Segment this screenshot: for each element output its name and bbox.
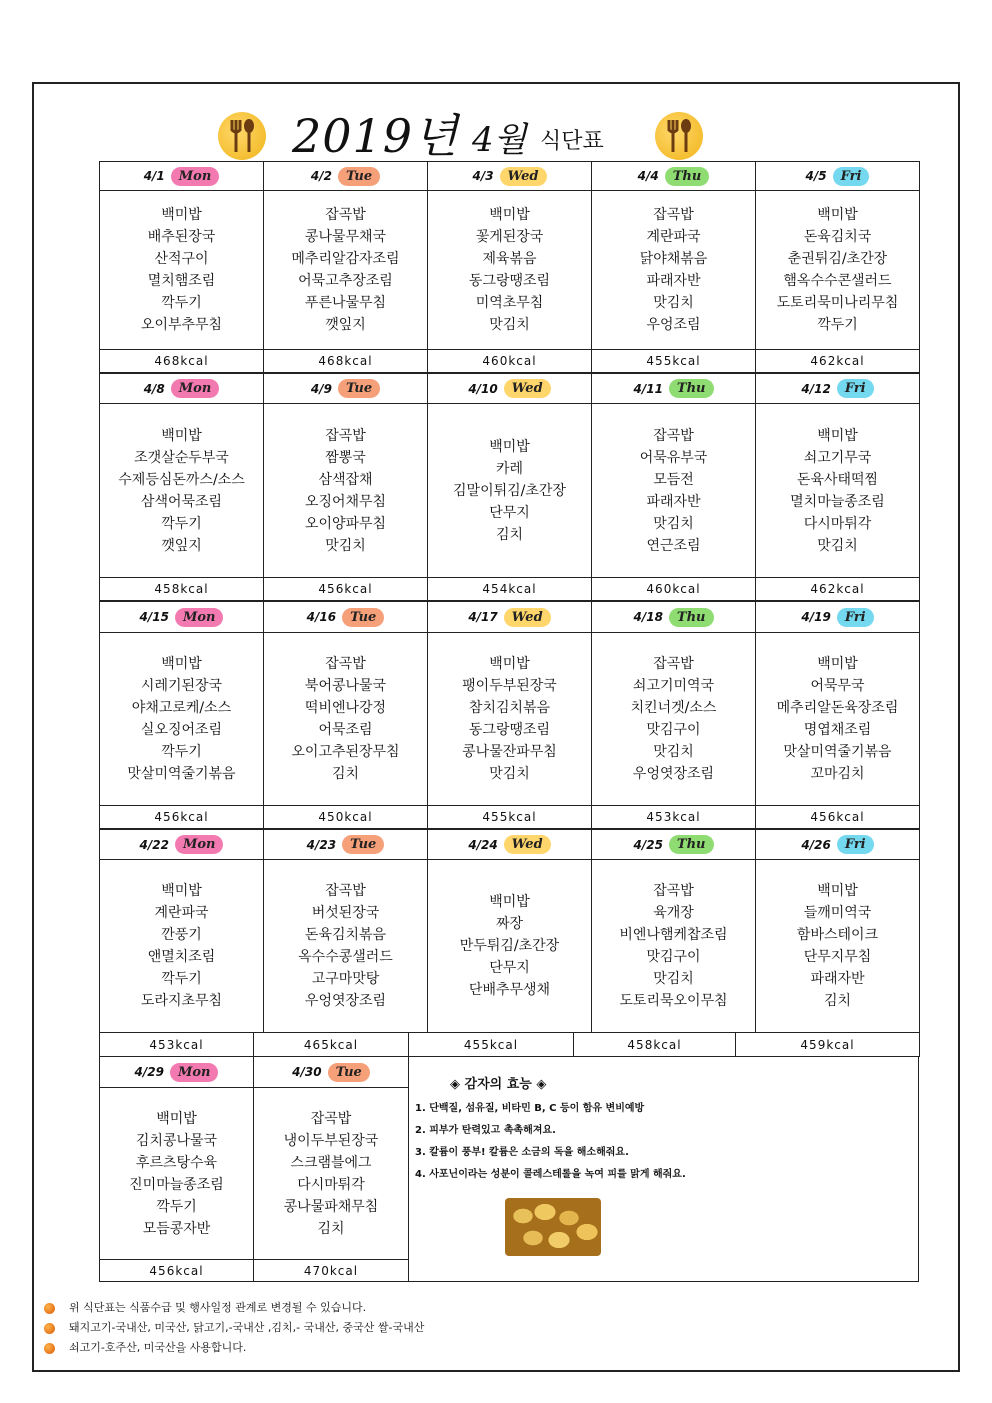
kcal-cell: 455kcal (408, 1032, 574, 1057)
menu-cell (253, 1087, 409, 1260)
menu-item: 깍두기 (161, 744, 202, 760)
menu-item: 콩나물잔파무침 (462, 744, 557, 760)
menu-item: 김치 (331, 766, 360, 782)
title-year: 2019년 (292, 109, 459, 163)
menu-item: 들깨미역국 (803, 905, 872, 921)
menu-item: 잡곡밥 (653, 207, 694, 223)
day-date: 4/23 (306, 837, 337, 852)
menu-cell (427, 632, 592, 806)
day-of-week-badge: Thu (669, 608, 714, 627)
day-of-week-badge: Thu (669, 835, 714, 854)
menu-item: 깐풍기 (161, 927, 202, 943)
kcal-cell: 470kcal (253, 1259, 409, 1282)
day-date: 4/2 (310, 169, 332, 183)
menu-cell (755, 190, 920, 350)
orange-bullet-icon (44, 1323, 55, 1334)
fork-spoon-icon (655, 112, 703, 160)
kcal-cell: 455kcal (591, 349, 756, 373)
menu-item: 깍두기 (161, 295, 202, 311)
menu-item: 백미밥 (161, 427, 202, 444)
day-of-week-badge: Wed (500, 167, 547, 186)
menu-item: 김치콩나물국 (135, 1132, 218, 1149)
menu-item: 후르츠탕수육 (135, 1154, 218, 1171)
menu-item: 버섯된장국 (311, 905, 380, 921)
menu-item: 맛김치 (325, 537, 366, 554)
menu-item: 육개장 (653, 905, 694, 921)
menu-item: 맛김치 (653, 744, 694, 760)
menu-item: 백미밥 (489, 438, 530, 455)
kcal-cell: 453kcal (591, 805, 756, 829)
title-sub: 식단표 (540, 129, 604, 154)
day-of-week-badge: Fri (833, 167, 870, 186)
menu-item: 꼬마김치 (810, 766, 865, 782)
menu-cell (427, 859, 592, 1033)
kcal-cell: 468kcal (99, 349, 264, 373)
menu-item: 백미밥 (161, 207, 202, 223)
day-of-week-badge: Tue (342, 835, 384, 854)
day-of-week-badge: Mon (171, 379, 220, 398)
day-date: 4/1 (143, 169, 165, 183)
menu-item: 비엔나햄케찹조림 (619, 927, 728, 943)
day-header (99, 1056, 254, 1088)
kcal-cell: 450kcal (263, 805, 428, 829)
menu-item: 도토리묵미나리무침 (776, 295, 899, 311)
menu-item: 도토리묵오이무침 (619, 993, 728, 1009)
menu-item: 맛김치 (653, 515, 694, 532)
menu-item: 계란파국 (154, 905, 209, 921)
note-text: 쇠고기-호주산, 미국산을 사용합니다. (69, 1341, 247, 1354)
menu-item: 조갯살순두부국 (134, 449, 229, 466)
title-area (0, 0, 992, 163)
menu-item: 잡곡밥 (325, 207, 366, 223)
day-of-week-badge: Thu (669, 379, 714, 398)
menu-item: 파래자반 (646, 273, 701, 289)
menu-item: 만두튀김/초간장 (459, 938, 560, 954)
menu-item: 떡비엔나강정 (304, 700, 387, 716)
menu-item: 함바스테이크 (796, 927, 879, 943)
day-date: 4/5 (805, 169, 827, 183)
menu-item: 쇠고기무국 (803, 449, 872, 466)
menu-item: 맛김치 (489, 766, 530, 782)
menu-item: 잡곡밥 (653, 427, 694, 444)
day-date: 4/29 (134, 1065, 164, 1079)
day-date: 4/25 (633, 837, 663, 852)
menu-cell (99, 403, 264, 578)
menu-item: 백미밥 (156, 1110, 197, 1127)
day-date: 4/9 (310, 381, 332, 396)
menu-item: 시레기된장국 (140, 678, 223, 694)
kcal-cell: 462kcal (755, 577, 920, 601)
menu-item: 잡곡밥 (653, 883, 694, 899)
menu-cell (591, 632, 756, 806)
menu-cell (591, 859, 756, 1033)
kcal-cell: 453kcal (99, 1032, 254, 1057)
day-of-week-badge: Tue (338, 379, 380, 398)
day-of-week-badge: Wed (504, 608, 551, 627)
menu-item: 도라지초무침 (140, 993, 223, 1009)
day-date: 4/11 (633, 381, 663, 396)
day-date: 4/26 (801, 837, 831, 852)
orange-bullet-icon (44, 1303, 55, 1314)
menu-item: 어묵조림 (318, 722, 373, 738)
day-date: 4/4 (637, 169, 659, 183)
menu-item: 앤멸치조림 (147, 949, 216, 965)
kcal-cell: 460kcal (427, 349, 592, 373)
day-header (263, 161, 428, 191)
menu-item: 팽이두부된장국 (462, 678, 557, 694)
day-of-week-badge: Fri (837, 379, 874, 398)
day-header (99, 373, 264, 404)
menu-item: 깻잎지 (161, 537, 202, 554)
menu-item: 참치김치볶음 (468, 700, 551, 716)
menu-cell (99, 1087, 254, 1260)
menu-item: 푸른나물무침 (304, 295, 387, 311)
menu-item: 진미마늘종조림 (129, 1176, 224, 1193)
day-date: 4/16 (306, 610, 337, 624)
menu-item: 실오징어조림 (140, 722, 223, 738)
menu-item: 김치 (317, 1220, 345, 1237)
menu-item: 맛김구이 (646, 949, 701, 965)
menu-cell (99, 632, 264, 806)
menu-item: 오징어채무침 (304, 493, 387, 510)
menu-item: 맛김치 (653, 971, 694, 987)
benefit-item: 2. 피부가 탄력있고 촉촉해져요. (415, 1125, 556, 1136)
menu-item: 김치 (823, 993, 852, 1009)
note-item (44, 1318, 424, 1338)
menu-item: 파래자반 (646, 493, 701, 510)
day-of-week-badge: Thu (665, 167, 710, 186)
menu-item: 단무지무침 (803, 949, 872, 965)
menu-item: 동그랑땡조림 (468, 273, 551, 289)
menu-item: 깍두기 (161, 515, 202, 532)
menu-item: 백미밥 (817, 883, 858, 899)
day-header (99, 829, 264, 860)
menu-item: 고구마맛탕 (311, 971, 380, 987)
kcal-cell: 456kcal (99, 805, 264, 829)
menu-item: 맛김치 (489, 317, 530, 333)
day-of-week-badge: Mon (175, 608, 224, 627)
kcal-cell: 454kcal (427, 577, 592, 601)
menu-item: 삼색잡채 (318, 471, 373, 488)
kcal-cell: 462kcal (755, 349, 920, 373)
note-item (44, 1338, 424, 1358)
menu-item: 김말이튀김/초간장 (453, 482, 566, 499)
menu-item: 맛김치 (653, 295, 694, 311)
menu-item: 메추리알돈육장조림 (776, 700, 899, 716)
day-header (755, 601, 920, 633)
benefit-item: 4. 사포닌이라는 성분이 콜레스테롤을 녹여 피를 맑게 해줘요. (415, 1169, 686, 1180)
menu-item: 치킨너겟/소스 (630, 700, 717, 716)
kcal-cell: 460kcal (591, 577, 756, 601)
menu-item: 모듬전 (653, 471, 694, 488)
kcal-cell: 455kcal (427, 805, 592, 829)
day-date: 4/24 (468, 837, 498, 852)
menu-item: 쇠고기미역국 (632, 678, 715, 694)
menu-item: 오이부추무침 (140, 317, 223, 333)
day-of-week-badge: Mon (175, 835, 224, 854)
benefit-item: 1. 단백질, 섬유질, 비타민 B, C 등이 함유 변비예방 (415, 1103, 645, 1114)
menu-item: 연근조림 (646, 537, 701, 554)
menu-item: 제육볶음 (482, 251, 537, 267)
menu-item: 맛살미역줄기볶음 (783, 744, 892, 760)
menu-item: 동그랑땡조림 (468, 722, 551, 738)
menu-cell (755, 859, 920, 1033)
day-of-week-badge: Mon (171, 167, 220, 186)
day-date: 4/10 (468, 381, 498, 396)
menu-cell (755, 632, 920, 806)
menu-item: 어묵무국 (810, 678, 865, 694)
menu-cell (591, 190, 756, 350)
menu-item: 깍두기 (156, 1198, 197, 1215)
menu-item: 깍두기 (817, 317, 858, 333)
menu-item: 백미밥 (817, 656, 858, 672)
day-header (591, 601, 756, 633)
day-date: 4/30 (292, 1065, 322, 1079)
day-of-week-badge: Fri (837, 608, 874, 627)
menu-item: 깻잎지 (325, 317, 366, 333)
day-date: 4/12 (801, 381, 831, 396)
menu-item: 배추된장국 (147, 229, 216, 245)
day-header (427, 829, 592, 860)
day-of-week-badge: Fri (837, 835, 874, 854)
day-of-week-badge: Mon (170, 1063, 219, 1082)
menu-item: 우엉조림 (646, 317, 701, 333)
menu-cell (427, 403, 592, 578)
day-date: 4/22 (139, 837, 169, 852)
day-of-week-badge: Tue (328, 1063, 370, 1082)
title-month: 4월 (472, 120, 527, 160)
menu-item: 돈육김치국 (803, 229, 872, 245)
menu-item: 메추리알감자조림 (291, 251, 400, 267)
menu-item: 산적구이 (154, 251, 209, 267)
menu-item: 백미밥 (817, 207, 858, 223)
menu-item: 우엉엿장조림 (632, 766, 715, 782)
day-date: 4/8 (143, 381, 165, 396)
day-header (755, 161, 920, 191)
menu-item: 콩나물무채국 (304, 229, 387, 245)
day-header (755, 373, 920, 404)
menu-item: 오이고추된장무침 (291, 744, 400, 760)
menu-item: 백미밥 (489, 207, 530, 223)
menu-item: 백미밥 (489, 656, 530, 672)
orange-bullet-icon (44, 1343, 55, 1354)
menu-item: 꽃게된장국 (475, 229, 544, 245)
menu-cell (263, 403, 428, 578)
menu-cell (99, 859, 264, 1033)
day-of-week-badge: Wed (504, 379, 551, 398)
day-header (591, 829, 756, 860)
menu-item: 어묵고추장조림 (298, 273, 393, 289)
menu-item: 백미밥 (817, 427, 858, 444)
menu-item: 맛김치 (817, 537, 858, 554)
menu-cell (427, 190, 592, 350)
menu-cell (263, 632, 428, 806)
menu-item: 잡곡밥 (310, 1110, 352, 1127)
menu-item: 계란파국 (646, 229, 701, 245)
menu-item: 카레 (495, 460, 524, 477)
menu-item: 오이양파무침 (304, 515, 387, 532)
menu-item: 백미밥 (489, 894, 530, 910)
day-date: 4/3 (472, 169, 494, 183)
menu-item: 명엽채조림 (803, 722, 872, 738)
menu-item: 미역초무침 (475, 295, 544, 311)
menu-item: 잡곡밥 (653, 656, 694, 672)
benefits-list (415, 1098, 686, 1186)
menu-item: 단무지 (489, 504, 530, 521)
day-date: 4/19 (801, 610, 831, 624)
kcal-cell: 465kcal (253, 1032, 409, 1057)
menu-cell (263, 859, 428, 1033)
day-header (427, 161, 592, 191)
menu-item: 백미밥 (161, 883, 202, 899)
menu-item: 멸치햄조림 (147, 273, 216, 289)
day-of-week-badge: Wed (504, 835, 551, 854)
menu-item: 짬뽕국 (325, 449, 366, 466)
day-header (263, 829, 428, 860)
menu-item: 모듬콩자반 (142, 1220, 211, 1237)
menu-item: 콩나물파채무침 (283, 1198, 379, 1215)
day-header (263, 601, 428, 633)
day-header (253, 1056, 409, 1088)
day-date: 4/18 (633, 610, 663, 624)
kcal-cell: 456kcal (99, 1259, 254, 1282)
menu-item: 야채고로케/소스 (131, 700, 232, 716)
menu-item: 돈육김치볶음 (304, 927, 387, 943)
menu-cell (99, 190, 264, 350)
menu-item: 멸치마늘종조림 (790, 493, 885, 510)
menu-item: 김치 (495, 526, 524, 543)
benefit-item: 3. 칼륨이 풍부! 칼륨은 소금의 독을 해소해줘요. (415, 1147, 629, 1158)
menu-item: 짜장 (495, 916, 524, 932)
menu-item: 돈육사태떡찜 (796, 471, 879, 488)
kcal-cell: 459kcal (735, 1032, 920, 1057)
note-text: 위 식단표는 식품수급 및 행사일정 관계로 변경될 수 있습니다. (69, 1301, 367, 1314)
menu-item: 수제등심돈까스/소스 (118, 471, 245, 488)
day-header (427, 601, 592, 633)
day-header (263, 373, 428, 404)
menu-item: 햄옥수수콘샐러드 (783, 273, 892, 289)
menu-item: 북어콩나물국 (304, 678, 387, 694)
menu-item: 우엉엿장조림 (304, 993, 387, 1009)
day-header (99, 161, 264, 191)
day-of-week-badge: Tue (338, 167, 380, 186)
menu-item: 파래자반 (810, 971, 865, 987)
menu-item: 어묵유부국 (639, 449, 708, 466)
day-header (591, 373, 756, 404)
menu-item: 스크램블에그 (290, 1154, 372, 1171)
note-text: 돼지고기-국내산, 미국산, 닭고기,-국내산 ,김치,- 국내산, 중국산 쌀-국내산 (69, 1321, 425, 1334)
day-of-week-badge: Tue (342, 608, 384, 627)
menu-item: 깍두기 (161, 971, 202, 987)
day-header (99, 601, 264, 633)
menu-cell (263, 190, 428, 350)
kcal-cell: 456kcal (755, 805, 920, 829)
menu-item: 잡곡밥 (325, 883, 366, 899)
menu-item: 맛살미역줄기볶음 (127, 766, 236, 782)
potato-image (505, 1198, 601, 1256)
menu-item: 다시마튀각 (297, 1176, 365, 1193)
menu-item: 단배추무생채 (468, 982, 551, 998)
day-header (427, 373, 592, 404)
kcal-cell: 458kcal (99, 577, 264, 601)
fork-spoon-icon (218, 112, 266, 160)
kcal-cell: 456kcal (263, 577, 428, 601)
menu-item: 단무지 (489, 960, 530, 976)
day-date: 4/17 (468, 610, 498, 624)
menu-cell (755, 403, 920, 578)
menu-item: 잡곡밥 (325, 427, 366, 444)
menu-cell (591, 403, 756, 578)
menu-item: 백미밥 (161, 656, 202, 672)
menu-item: 잡곡밥 (325, 656, 366, 672)
benefits-title: ◈ 감자의 효능 ◈ (450, 1077, 547, 1092)
kcal-cell: 468kcal (263, 349, 428, 373)
menu-item: 냉이두부된장국 (283, 1132, 379, 1149)
menu-item: 닭야채볶음 (639, 251, 708, 267)
day-header (755, 829, 920, 860)
day-date: 4/15 (139, 610, 169, 624)
menu-item: 맛김구이 (646, 722, 701, 738)
day-header (591, 161, 756, 191)
menu-item: 춘권튀김/초간장 (787, 251, 888, 267)
menu-item: 삼색어묵조림 (140, 493, 223, 510)
kcal-cell: 458kcal (573, 1032, 736, 1057)
menu-item: 옥수수콩샐러드 (298, 949, 393, 965)
menu-item: 다시마튀각 (803, 515, 872, 532)
notes (44, 1298, 424, 1358)
note-item (44, 1298, 424, 1318)
